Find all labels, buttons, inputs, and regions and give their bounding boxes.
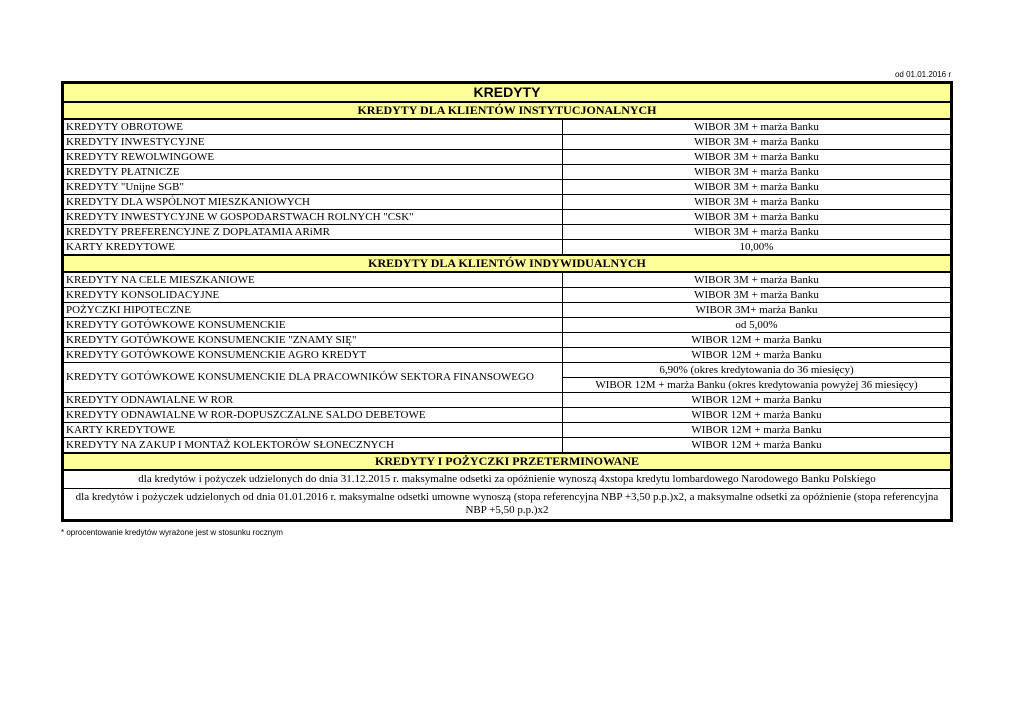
loan-rate: od 5,00% <box>563 318 951 333</box>
loan-name: KREDYTY KONSOLIDACYJNE <box>64 288 563 303</box>
section-header-individual <box>64 255 951 272</box>
table-row <box>64 272 951 288</box>
table-row <box>64 135 951 150</box>
table-row <box>64 303 951 318</box>
loan-rate: WIBOR 12M + marża Banku <box>563 333 951 348</box>
loan-name: KREDYTY INWESTYCYJNE W GOSPODARSTWACH ROLNYCH "CSK" <box>64 210 563 225</box>
table-row <box>64 119 951 135</box>
loan-name: POŻYCZKI HIPOTECZNE <box>64 303 563 318</box>
loan-name: KREDYTY GOTÓWKOWE KONSUMENCKIE DLA PRACOWNIKÓW SEKTORA FINANSOWEGO <box>64 363 563 393</box>
loan-rate: WIBOR 3M + marża Banku <box>563 135 951 150</box>
table-title: KREDYTY <box>64 84 951 103</box>
table-row <box>64 165 951 180</box>
loan-rate: 6,90% (okres kredytowania do 36 miesięcy) <box>563 363 951 378</box>
loan-name: KREDYTY OBROTOWE <box>64 119 563 135</box>
loan-rates-table <box>61 81 953 522</box>
loan-name: KREDYTY INWESTYCYJNE <box>64 135 563 150</box>
loan-rate: WIBOR 3M + marża Banku <box>563 288 951 303</box>
loan-rate: WIBOR 3M + marża Banku <box>563 180 951 195</box>
table-row <box>64 288 951 303</box>
loan-name: KREDYTY "Unijne SGB" <box>64 180 563 195</box>
loan-name: KREDYTY GOTÓWKOWE KONSUMENCKIE "ZNAMY SIĘ" <box>64 333 563 348</box>
table-row <box>64 210 951 225</box>
loan-name: KREDYTY GOTÓWKOWE KONSUMENCKIE <box>64 318 563 333</box>
table-row <box>64 333 951 348</box>
loan-name: KREDYTY NA CELE MIESZKANIOWE <box>64 272 563 288</box>
table-row <box>64 348 951 363</box>
table-row <box>64 393 951 408</box>
loan-rate: WIBOR 12M + marża Banku (okres kredytowania powyżej 36 miesięcy) <box>563 378 951 393</box>
table-row <box>64 240 951 256</box>
table-row <box>64 225 951 240</box>
loan-name: KREDYTY GOTÓWKOWE KONSUMENCKIE AGRO KREDYT <box>64 348 563 363</box>
loan-name: KARTY KREDYTOWE <box>64 240 563 256</box>
loan-rate: WIBOR 3M + marża Banku <box>563 195 951 210</box>
table-row <box>64 180 951 195</box>
section-heading: KREDYTY DLA KLIENTÓW INDYWIDUALNYCH <box>64 255 951 272</box>
loan-rate: WIBOR 12M + marża Banku <box>563 423 951 438</box>
loan-name: KREDYTY NA ZAKUP I MONTAŻ KOLEKTORÓW SŁONECZNYCH <box>64 438 563 454</box>
section-heading: KREDYTY I POŻYCZKI PRZETERMINOWANE <box>64 453 951 470</box>
table-row <box>64 318 951 333</box>
loan-name: KREDYTY DLA WSPÓLNOT MIESZKANIOWYCH <box>64 195 563 210</box>
loan-rate: WIBOR 12M + marża Banku <box>563 348 951 363</box>
loan-rate: WIBOR 3M + marża Banku <box>563 119 951 135</box>
overdue-note: dla kredytów i pożyczek udzielonych do dnia 31.12.2015 r. maksymalne odsetki za opóźnienie wynoszą 4xstopa kredytu lombardowego Narodowego Banku Polskiego <box>64 470 951 489</box>
loan-name: KREDYTY PREFERENCYJNE Z DOPŁATAMIA ARiMR <box>64 225 563 240</box>
loan-name: KREDYTY ODNAWIALNE W ROR-DOPUSZCZALNE SALDO DEBETOWE <box>64 408 563 423</box>
table-row <box>64 470 951 489</box>
section-heading: KREDYTY DLA KLIENTÓW INSTYTUCJONALNYCH <box>64 102 951 119</box>
loan-name: KARTY KREDYTOWE <box>64 423 563 438</box>
loan-rate: WIBOR 3M + marża Banku <box>563 165 951 180</box>
loan-rate: WIBOR 3M + marża Banku <box>563 150 951 165</box>
loan-rate: 10,00% <box>563 240 951 256</box>
footnote: * oprocentowanie kredytów wyrażone jest w stosunku rocznym <box>61 528 283 537</box>
table-row <box>64 489 951 520</box>
loan-name: KREDYTY PŁATNICZE <box>64 165 563 180</box>
table-row <box>64 423 951 438</box>
loan-rate: WIBOR 3M + marża Banku <box>563 272 951 288</box>
overdue-note: dla kredytów i pożyczek udzielonych od dnia 01.01.2016 r. maksymalne odsetki umowne wynoszą (stopa referencyjna NBP +3,50 p.p.)x2, a maksymalne odsetki za opóźnienie (stopa referencyjna NBP +5,50 p.p.)x2 <box>64 489 951 520</box>
table-row <box>64 150 951 165</box>
table-title-row <box>64 84 951 103</box>
loan-name: KREDYTY REWOLWINGOWE <box>64 150 563 165</box>
loan-name: KREDYTY ODNAWIALNE W ROR <box>64 393 563 408</box>
loan-rate: WIBOR 12M + marża Banku <box>563 408 951 423</box>
table-row <box>64 438 951 454</box>
table-row <box>64 408 951 423</box>
table-row <box>64 195 951 210</box>
section-header-overdue <box>64 453 951 470</box>
section-header-institutional <box>64 102 951 119</box>
table-row <box>64 363 951 378</box>
loan-rate: WIBOR 12M + marża Banku <box>563 393 951 408</box>
loan-rate: WIBOR 12M + marża Banku <box>563 438 951 454</box>
effective-date-note: od 01.01.2016 r <box>894 70 951 79</box>
loan-rate: WIBOR 3M + marża Banku <box>563 225 951 240</box>
loan-rate: WIBOR 3M+ marża Banku <box>563 303 951 318</box>
loan-rate: WIBOR 3M + marża Banku <box>563 210 951 225</box>
